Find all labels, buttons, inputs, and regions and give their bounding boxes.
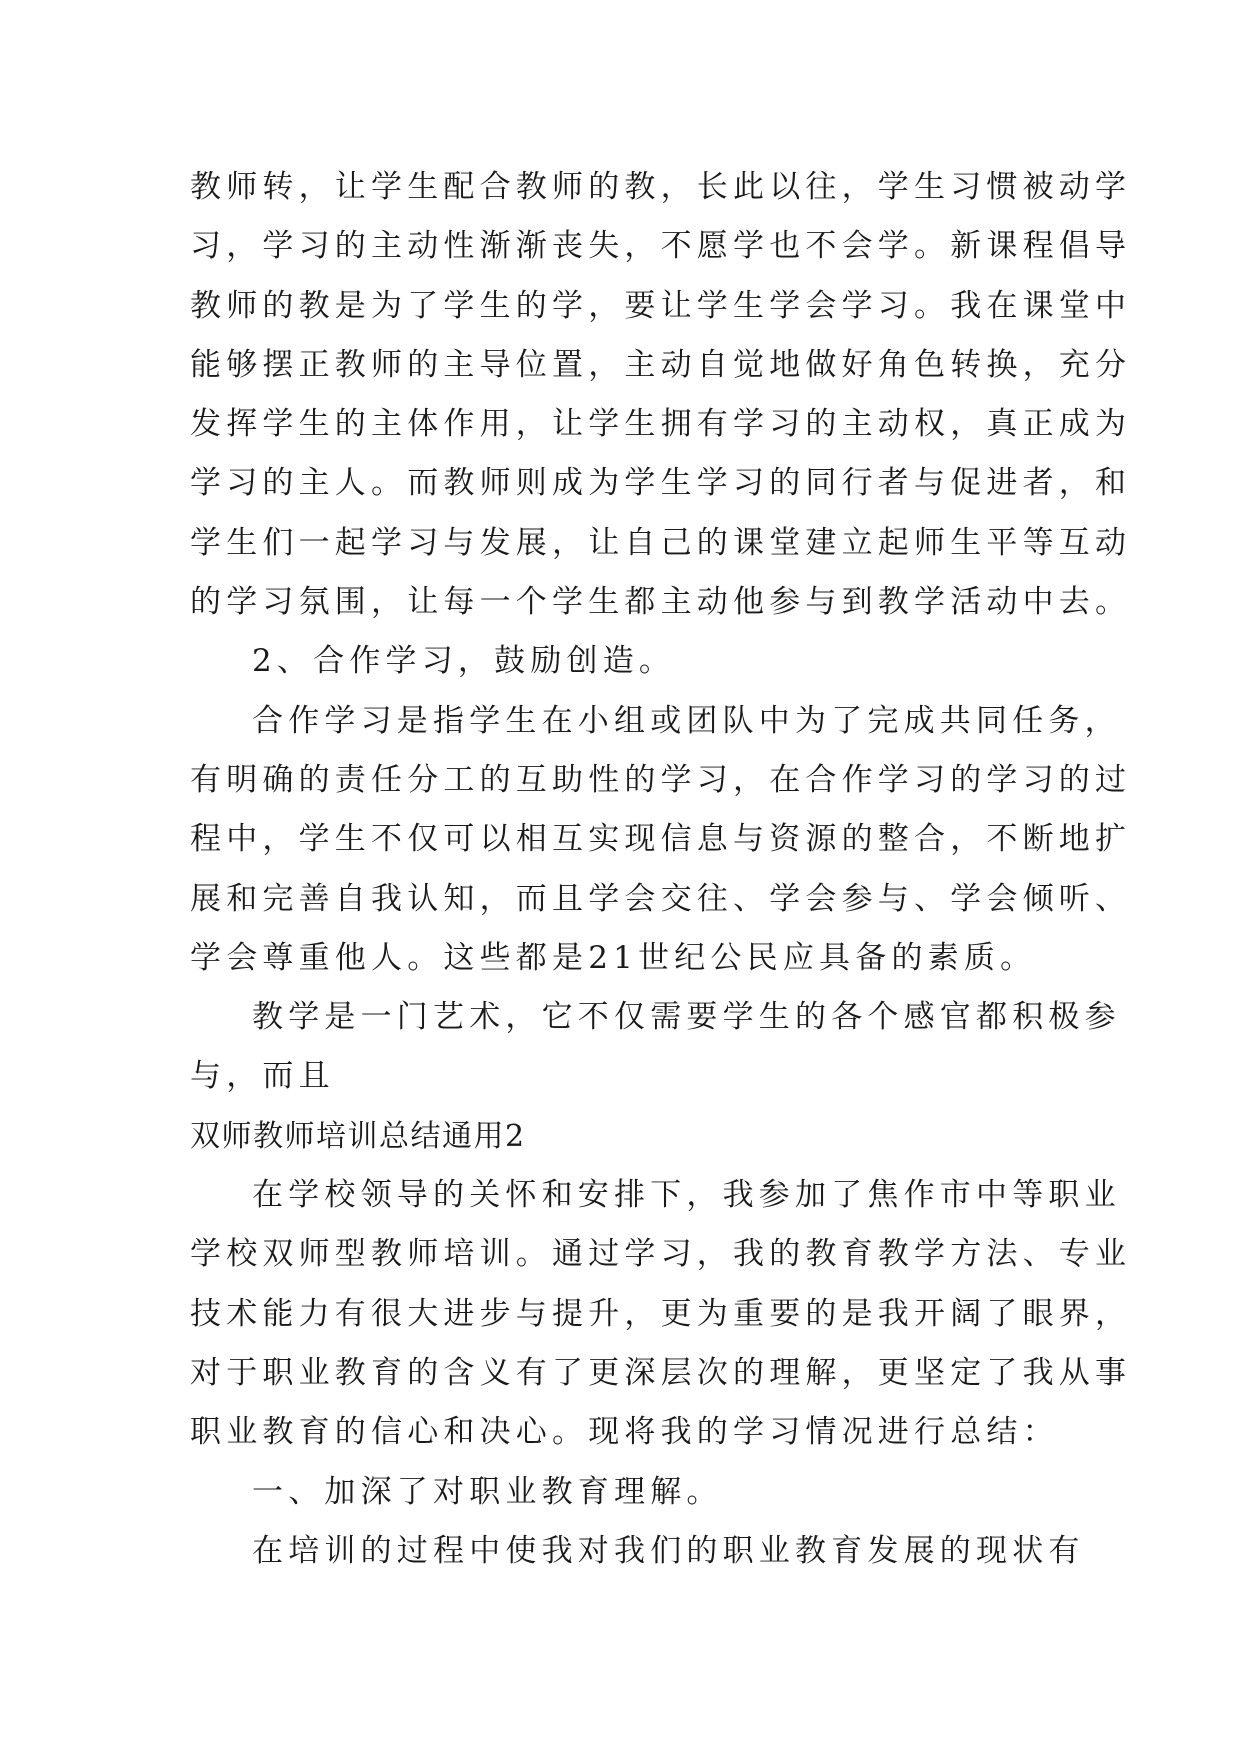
text-line: 2、合作学习，鼓励创造。 — [252, 643, 676, 680]
text-line: 有明确的责任分工的互助性的学习，在合作学习的学习的过 — [190, 761, 1132, 798]
text-line: 合作学习是指学生在小组或团队中为了完成共同任务， — [252, 702, 1121, 739]
text-line: 与，而且 — [190, 1058, 335, 1095]
text-line: 展和完善自我认知，而且学会交往、学会参与、学会倾听、 — [190, 880, 1132, 917]
section-title: 双师教师培训总结通用2 — [190, 1118, 526, 1154]
text-line: 学习的主人。而教师则成为学生学习的同行者与促进者，和 — [190, 465, 1132, 502]
text-line: 发挥学生的主体作用，让学生拥有学习的主动权，真正成为 — [190, 406, 1132, 443]
text-line: 职业教育的信心和决心。现将我的学习情况进行总结： — [190, 1414, 1059, 1451]
text-line: 的学习氛围，让每一个学生都主动他参与到教学活动中去。 — [190, 584, 1132, 621]
text-line: 技术能力有很大进步与提升，更为重要的是我开阔了眼界， — [190, 1295, 1132, 1332]
text-line: 一、加深了对职业教育理解。 — [252, 1473, 723, 1510]
text-line: 在学校领导的关怀和安排下，我参加了焦作市中等职业 — [252, 1177, 1121, 1214]
document-body — [190, 158, 1132, 1581]
text-line: 习，学习的主动性渐渐丧失，不愿学也不会学。新课程倡导 — [190, 228, 1132, 265]
text-line: 程中，学生不仅可以相互实现信息与资源的整合，不断地扩 — [190, 821, 1132, 858]
text-line: 学生们一起学习与发展，让自己的课堂建立起师生平等互动 — [190, 524, 1132, 561]
text-line: 在培训的过程中使我对我们的职业教育发展的现状有 — [252, 1532, 1085, 1569]
text-line: 学会尊重他人。这些都是21世纪公民应具备的素质。 — [190, 939, 1037, 976]
text-line: 教学是一门艺术，它不仅需要学生的各个感官都积极参 — [252, 999, 1121, 1036]
text-line: 对于职业教育的含义有了更深层次的理解，更坚定了我从事 — [190, 1354, 1132, 1391]
text-line: 学校双师型教师培训。通过学习，我的教育教学方法、专业 — [190, 1236, 1132, 1273]
text-line: 教师转，让学生配合教师的教，长此以往，学生习惯被动学 — [190, 169, 1132, 205]
text-line: 教师的教是为了学生的学，要让学生学会学习。我在课堂中 — [190, 287, 1132, 324]
text-line: 能够摆正教师的主导位置，主动自觉地做好角色转换，充分 — [190, 346, 1132, 383]
